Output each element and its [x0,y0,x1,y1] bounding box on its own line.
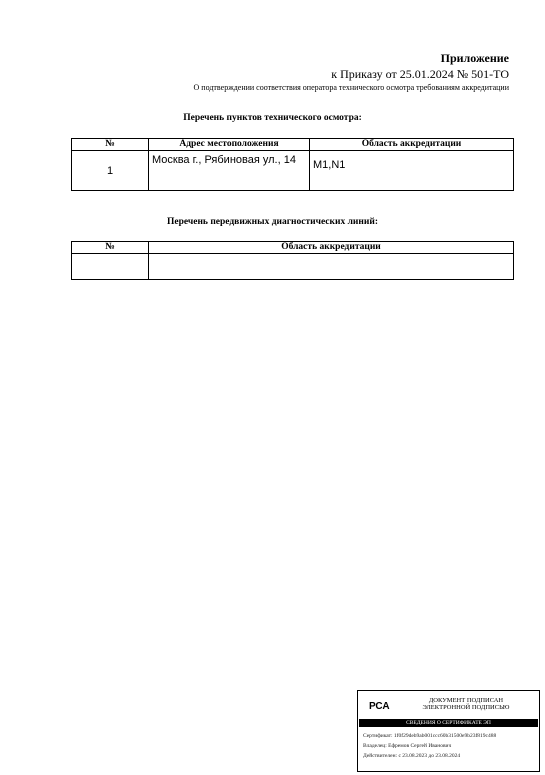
appendix-title: Приложение [440,51,509,65]
order-reference: к Приказу от 25.01.2024 № 501-ТО [331,67,509,81]
col-area-header: Область аккредитации [310,139,514,151]
stamp-owner: Владелец: Ефремов Сергей Иванович [363,743,452,749]
col-address-header: Адрес местоположения [149,139,310,151]
row-area: M1,N1 [310,151,514,191]
col-number-header: № [72,242,149,254]
stamp-certificate: Сертификат: 1f0f29deb9ab001ccc60b31500e9b23f819c488 [363,733,497,739]
row-area [149,254,514,280]
section2-heading: Перечень передвижных диагностических линий: [167,217,378,227]
table-row [72,151,514,191]
section1-heading: Перечень пунктов технического осмотра: [183,113,362,123]
e-signature-stamp [357,690,540,772]
stamp-doc-line1: ДОКУМЕНТ ПОДПИСАН [428,697,504,704]
stamp-validity: Действителен: с 23.08.2023 до 23.08.2024 [363,753,461,759]
table-header-row [72,242,514,254]
col-area-header: Область аккредитации [149,242,514,254]
table-row [72,254,514,280]
row-address: Москва г., Рябиновая ул., 14 [149,151,310,191]
col-number-header: № [72,139,149,151]
table-header-row [72,139,514,151]
stamp-document-signed [406,697,526,711]
row-number [72,254,149,280]
order-subject: О подтверждении соответствия оператора технического осмотра требованиям аккредитации [193,83,509,92]
stamp-doc-line2: ЭЛЕКТРОННОЙ ПОДПИСЬЮ [422,704,510,711]
stamp-certificate-bar: СВЕДЕНИЯ О СЕРТИФИКАТЕ ЭП [359,719,538,727]
row-number: 1 [72,151,149,191]
inspection-points-table [71,138,514,191]
rsa-logo: РСА [369,701,390,712]
mobile-lines-table [71,241,514,280]
